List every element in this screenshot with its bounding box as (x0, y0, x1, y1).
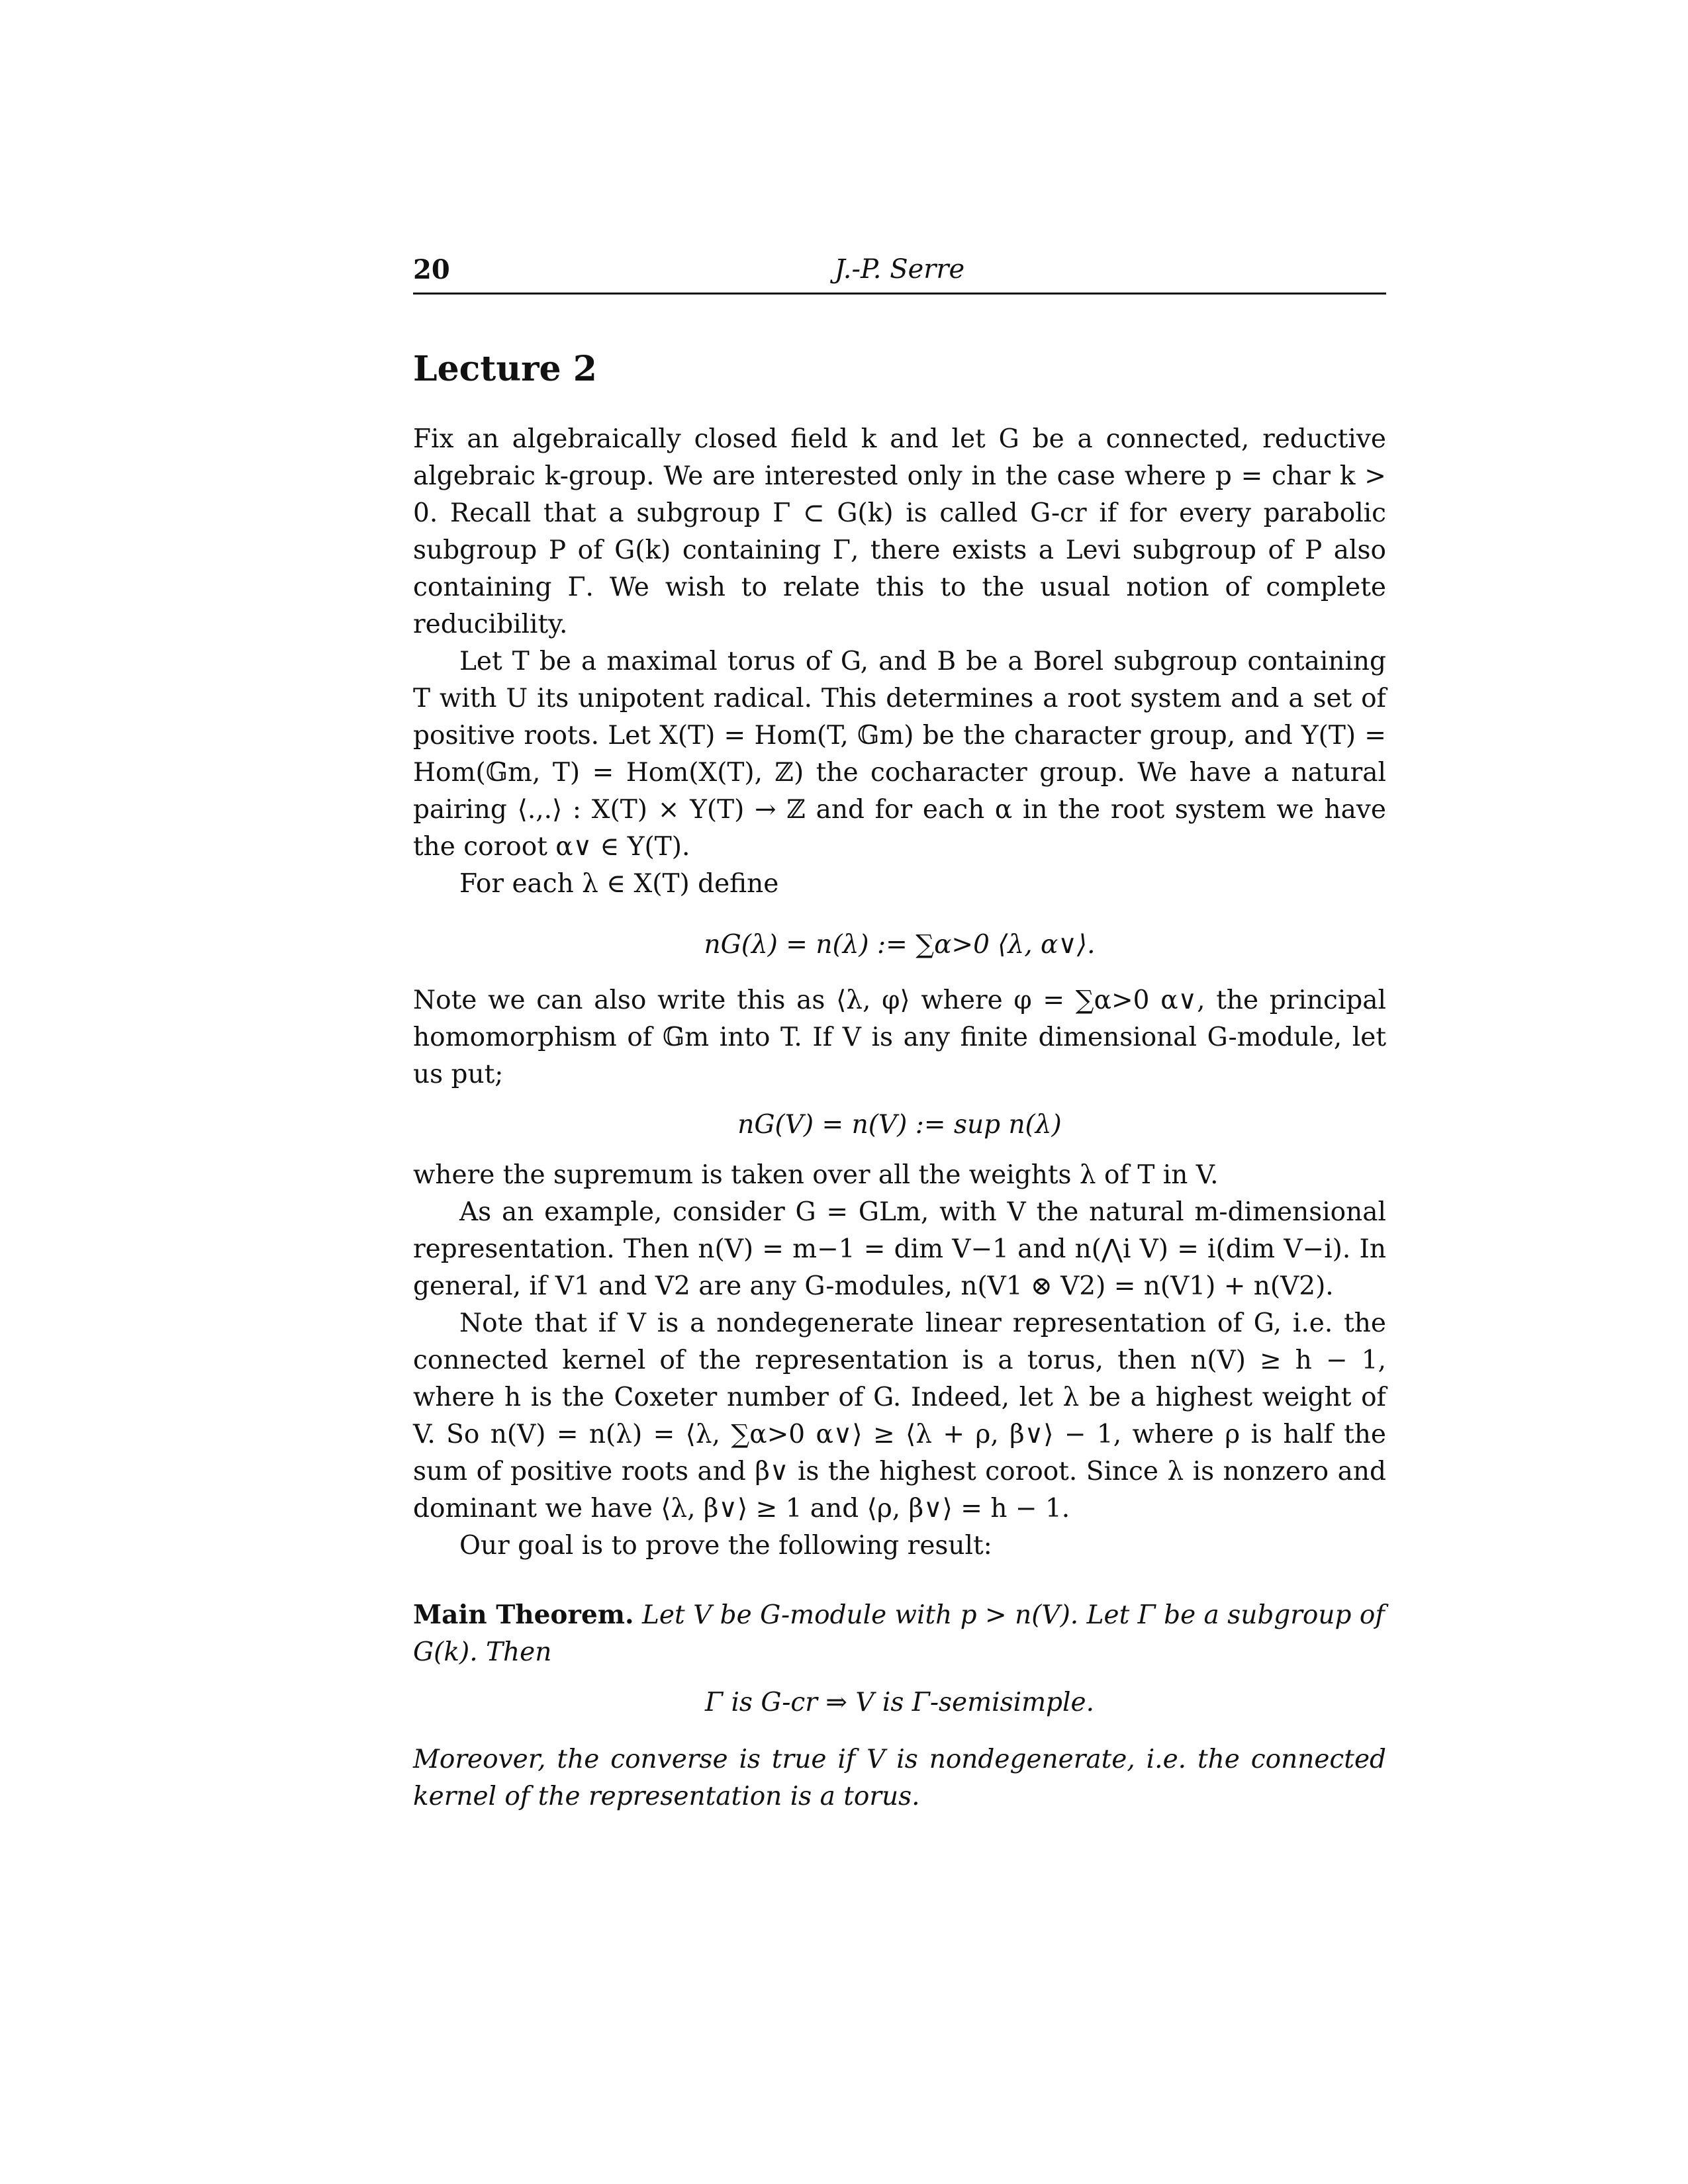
paragraph-3: For each λ ∈ X(T) define (459, 869, 779, 899)
page-header (413, 251, 1386, 295)
paragraph-8: Our goal is to prove the following result: (459, 1531, 992, 1561)
page-number: 20 (413, 254, 450, 285)
paragraph-5: where the supremum is taken over all the weights λ of T in V. (413, 1160, 1219, 1190)
paragraph-7: Note that if V is a nondegenerate linear representation of G, i.e. the connected kernel of the representation is a torus, then n(V) ≥ h − 1, where h is the Coxeter number of G. Indeed, let λ be a highest weight of V. So n(V) = n(λ) = ⟨λ, ∑α>0 α∨⟩ ≥ ⟨λ + ρ, β∨⟩ − 1, where ρ is half the sum of positive roots and β∨ is the highest coroot. Since λ is nonzero and dominant we have ⟨λ, β∨⟩ ≥ 1 and ⟨ρ, β∨⟩ = h − 1. (413, 1308, 1386, 1524)
paragraph-1: Fix an algebraically closed field k and let G be a connected, reductive algebraic k-group. We are interested only in the case where p = char k > 0. Recall that a subgroup Γ ⊂ G(k) is called G-cr if for every parabolic subgroup P of G(k) containing Γ, there exists a Levi subgroup of P also containing Γ. We wish to relate this to the usual notion of complete reducibility. (413, 424, 1386, 639)
theorem-display: Γ is G-cr ⇒ V is Γ-semisimple. (705, 1688, 1094, 1717)
paragraph-4: Note we can also write this as ⟨λ, φ⟩ where φ = ∑α>0 α∨, the principal homomorphism of 𝔾m into T. If V is any finite dimensional G-module, let us put; (413, 985, 1386, 1089)
page (413, 251, 1386, 1815)
theorem-statement: Let V be G-module with p > n(V). Let Γ be a subgroup of G(k). Then (413, 1600, 1385, 1667)
theorem-remark: Moreover, the converse is true if V is nondegenerate, i.e. the connected kernel of the representation is a torus. (413, 1745, 1386, 1811)
theorem-label: Main Theorem. (413, 1600, 634, 1630)
paragraph-2: Let T be a maximal torus of G, and B be a Borel subgroup containing T with U its unipotent radical. This determines a root system and a set of positive roots. Let X(T) = Hom(T, 𝔾m) be the character group, and Y(T) = Hom(𝔾m, T) = Hom(X(T), ℤ) the cocharacter group. We have a natural pairing ⟨.,.⟩ : X(T) × Y(T) → ℤ and for each α in the root system we have the coroot α∨ ∈ Y(T). (413, 647, 1386, 862)
main-theorem (413, 1596, 1386, 1671)
equation-n-lambda: nG(λ) = n(λ) := ∑α>0 ⟨λ, α∨⟩. (704, 930, 1096, 960)
paragraph-6: As an example, consider G = GLm, with V the natural m-dimensional representation. Then n(V) = m−1 = dim V−1 and n(⋀i V) = i(dim V−i). In general, if V1 and V2 are any G-modules, n(V1 ⊗ V2) = n(V1) + n(V2). (413, 1197, 1386, 1301)
running-head: J.-P. Serre (834, 254, 965, 285)
equation-n-V: nG(V) = n(V) := sup n(λ) (737, 1110, 1062, 1140)
lecture-title: Lecture 2 (413, 349, 597, 389)
